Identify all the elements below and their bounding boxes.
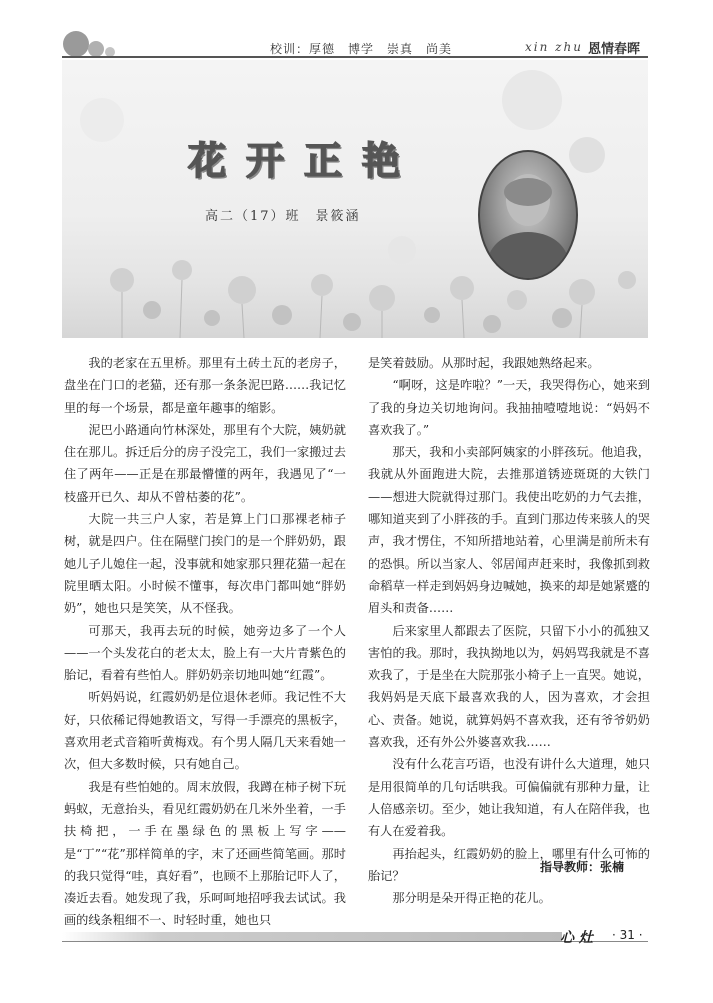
paragraph: “啊呀，这是咋啦？”一天，我哭得伤心，她来到了我的身边关切地询问。我抽抽噎噎地说：“妈妈不喜欢我了。” (368, 378, 650, 437)
paragraph: 大院一共三户人家，若是算上门口那裸老柿子树，就是四户。住在隔壁门挨门的是一个胖奶奶，跟她儿子儿媳住一起，没事就和她家那只狸花猫一起在院里晒太阳。小时候不懂事，每次串门都叫她“胖奶奶”，她也只是笑笑，从不怪我。 (64, 512, 346, 616)
article-title: 花开正艳 (188, 139, 421, 183)
paragraph: 我的老家在五里桥。那里有土砖土瓦的老房子，盘坐在门口的老猫，还有那一条条泥巴路……我记忆里的每一个场景，都是童年趣事的缩影。 (64, 356, 346, 415)
left-column (64, 352, 346, 932)
advisor-credit: 指导教师：张楠 (540, 860, 625, 874)
paragraph: 我是有些怕她的。周末放假，我蹲在柿子树下玩蚂蚁，无意抬头，看见红霞奶奶在几米外坐着，一手扶椅把，一手在墨绿色的黑板上写字——是“丁”“花”那样简单的字，末了还画些简笔画。那时的我只觉得“哇，真好看”，也顾不上那胎记吓人了，凑近去看。她发现了我，乐呵呵地招呼我去试试。我画的线条粗细不一、时轻时重，她也只 (64, 779, 346, 928)
paragraph: 泥巴小路通向竹林深处，那里有个大院，姨奶就住在那儿。拆迁后分的房子没完工，我们一家搬过去住了两年——正是在那最懵懂的两年，我遇见了“一枝盛开已久、却从不曾枯萎的花”。 (64, 422, 346, 504)
paragraph: 听妈妈说，红霞奶奶是位退休老师。我记性不大好，只依稀记得她教语文，写得一手漂亮的黑板字，喜欢用老式音箱听黄梅戏。有个男人隔几天来看她一次，但大多数时候，只有她自己。 (64, 690, 346, 772)
column-name: 恩情春晖 (588, 42, 641, 57)
magazine-brand: 心 灶 (560, 930, 593, 946)
page-number: · 31 · (612, 928, 643, 942)
school-motto: 校训：厚德 博学 崇真 尚美 (270, 42, 453, 56)
paragraph: 那天，我和小卖部阿姨家的小胖孩玩。他追我，我就从外面跑进大院，去推那道锈迹斑斑的大铁门——想进大院就得过那门。我使出吃奶的力气去推，哪知道夹到了小胖孩的手。直到门那边传来骇人的哭声，我才愣住，不知所措地站着，心里满是前所未有的恐惧。所以当家人、邻居闻声赶来时，我像抓到救命稻草一样走到妈妈身边喊她，换来的却是她紧蹙的眉头和责备…… (368, 445, 650, 616)
right-column (368, 352, 650, 909)
paragraph: 没有什么花言巧语，也没有讲什么大道理，她只是用很简单的几句话哄我。可偏偏就有那种力量，让人倍感亲切。至少，她让我知道，有人在陪伴我，也有人在爱着我。 (368, 757, 650, 839)
paragraph: 可那天，我再去玩的时候，她旁边多了一个人——一个头发花白的老太太，脸上有一大片青紫色的胎记，看着有些怕人。胖奶奶亲切地叫她“红霞”。 (64, 623, 346, 683)
paragraph: 后来家里人都跟去了医院，只留下小小的孤独又害怕的我。那时，我执拗地以为，妈妈骂我就是不喜欢我了，于是坐在大院那张小椅子上一直哭。她说，我妈妈是天底下最喜欢我的人，因为喜欢，才会担心、责备。她说，就算妈妈不喜欢我，还有爷爷奶奶喜欢我，还有外公外婆喜欢我…… (368, 623, 650, 750)
grandmother-portrait (478, 150, 578, 280)
paragraph: 是笑着鼓励。从那时起，我跟她熟络起来。 (368, 356, 600, 370)
paragraph: 再抬起头，红霞奶奶的脸上，哪里有什么可怖的胎记？ (368, 846, 650, 883)
paragraph: 那分明是朵开得正艳的花儿。 (392, 891, 551, 906)
column-pinyin: xin zhu (525, 40, 583, 54)
article-byline: 高二（17）班 景筱涵 (205, 209, 361, 224)
